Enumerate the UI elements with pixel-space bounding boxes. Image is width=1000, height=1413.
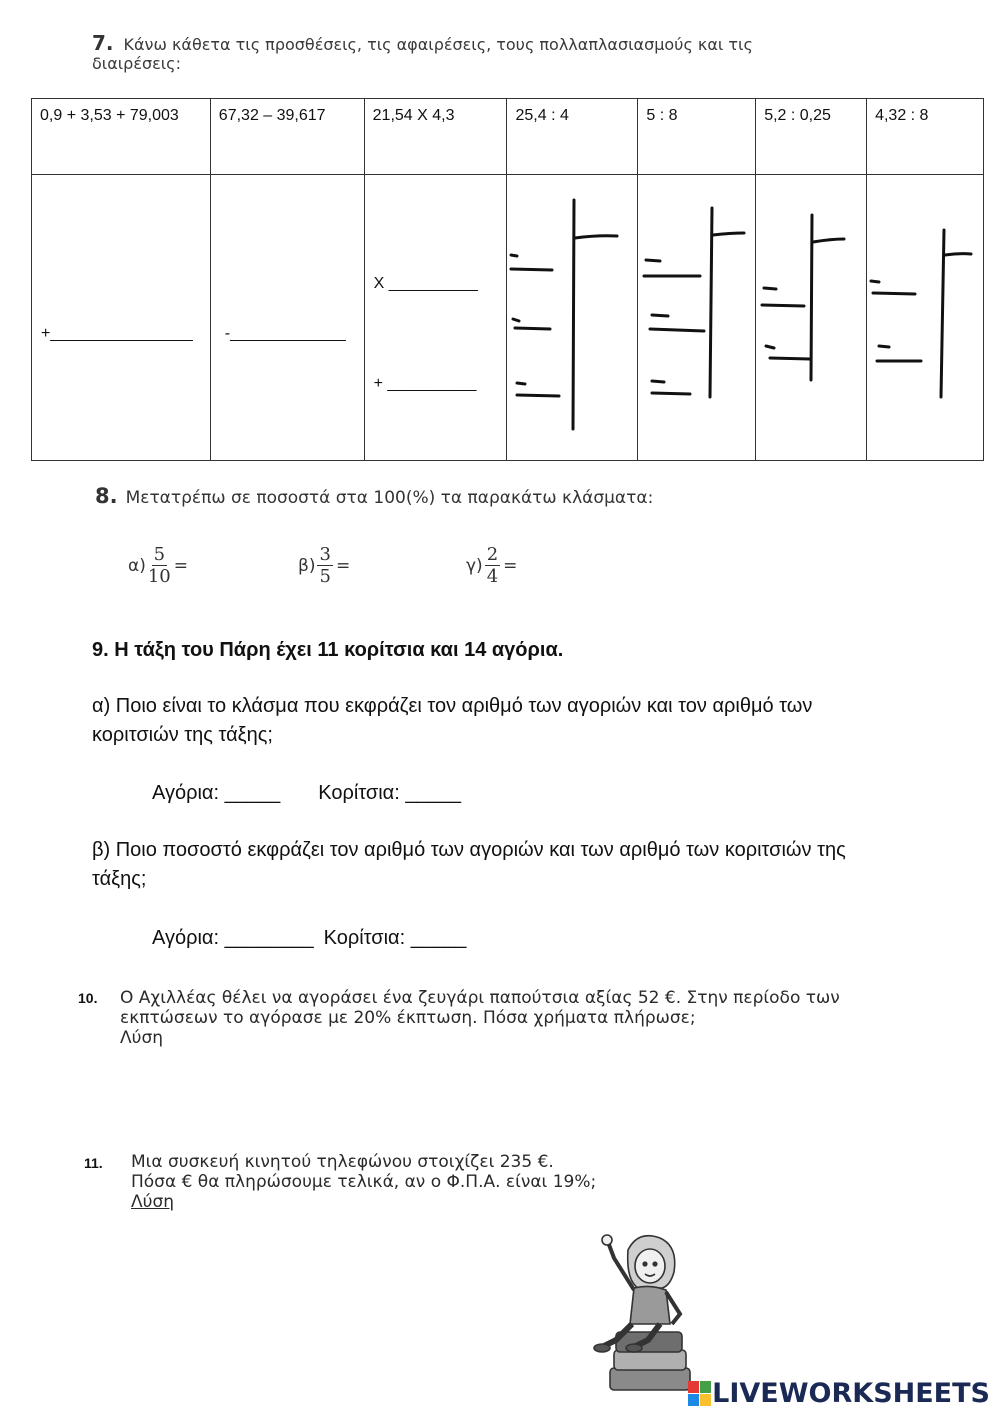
q8-item-label: γ) — [466, 555, 483, 576]
q10-number: 10. — [78, 990, 98, 1006]
numerator: 5 — [153, 544, 166, 565]
q9-b-question: β) Ποιο ποσοστό εκφράζει τον αριθμό των αγοριών και των αριθμό των κοριτσιών της τάξης; — [92, 839, 846, 890]
work-cell-div1[interactable] — [507, 175, 638, 461]
op-header-div3: 5,2 : 0,25 — [756, 99, 867, 175]
q8-item-c[interactable] — [466, 544, 517, 587]
add-answer-line: +________________ — [41, 325, 193, 343]
denominator: 4 — [486, 566, 499, 587]
work-cell-sub[interactable] — [210, 175, 364, 461]
mult-line-plus: + __________ — [373, 375, 477, 393]
q10-line1: Ο Αχιλλέας θέλει να αγοράσει ένα ζευγάρι παπούτσια αξίας 52 €. Στην περίοδο των — [120, 988, 840, 1008]
op-header-div4: 4,32 : 8 — [867, 99, 984, 175]
q9-a-answers — [152, 779, 461, 808]
q8-item-b[interactable] — [298, 544, 350, 587]
q7-number: 7. — [92, 31, 114, 55]
denominator: 10 — [147, 566, 171, 587]
fraction — [148, 544, 171, 587]
girl-on-books-illustration — [590, 1228, 700, 1398]
op-header-div1: 25,4 : 4 — [507, 99, 638, 175]
q8-item-label: α) — [128, 555, 146, 576]
q7-instruction-line1: Κάνω κάθετα τις προσθέσεις, τις αφαιρέσεις, τους πολλαπλασιασμούς και τις — [123, 35, 753, 54]
q11-line1: Μια συσκευή κινητού τηλεφώνου στοιχίζει 235 €. — [131, 1152, 554, 1172]
liveworksheets-logo[interactable] — [688, 1378, 990, 1409]
q9-a-girls-field[interactable]: Κορίτσια: _____ — [318, 782, 461, 804]
q10-text — [120, 988, 940, 1048]
liveworksheets-logo-text: LIVEWORKSHEETS — [712, 1378, 990, 1409]
denominator: 5 — [319, 566, 331, 587]
q9-a-question: α) Ποιο είναι το κλάσμα που εκφράζει τον αριθμό των αγοριών και τον αριθμό των κοριτσιών της τάξης; — [92, 695, 813, 746]
q11-text — [131, 1152, 831, 1212]
q8-instruction: Μετατρέπω σε ποσοστά στα 100(%) τα παρακάτω κλάσματα: — [125, 488, 654, 508]
q9-b-boys-field[interactable]: Αγόρια: ________ — [152, 927, 314, 949]
fraction — [317, 544, 332, 587]
numerator: 3 — [319, 544, 331, 565]
q7-instruction-line2: διαιρέσεις: — [92, 54, 181, 73]
q8-item-a[interactable] — [128, 544, 188, 587]
q8-number: 8. — [95, 484, 118, 508]
q8-heading — [95, 484, 653, 508]
numerator: 2 — [486, 544, 499, 565]
work-cell-add[interactable] — [32, 175, 211, 461]
q9-b-girls-field[interactable]: Κορίτσια: _____ — [323, 927, 467, 949]
q9-b-answers — [152, 924, 466, 953]
q11-line2: Πόσα € θα πληρώσουμε τελικά, αν ο Φ.Π.Α. είναι 19%; — [131, 1172, 597, 1192]
sub-answer-line: -_____________ — [224, 325, 346, 343]
division-bracket-icon — [756, 175, 867, 459]
liveworksheets-badge-icon — [688, 1381, 712, 1407]
mult-line-x: X __________ — [373, 275, 478, 293]
op-header-mult: 21,54 X 4,3 — [364, 99, 507, 175]
op-header-sub: 67,32 – 39,617 — [210, 99, 364, 175]
work-cell-mult[interactable] — [364, 175, 507, 461]
work-cell-div4[interactable] — [867, 175, 984, 461]
operations-table — [31, 98, 984, 461]
q9-title: 9. Η τάξη του Πάρη έχει 11 κορίτσια και 14 αγόρια. — [92, 639, 564, 661]
q8-item-label: β) — [298, 555, 316, 576]
work-cell-div3[interactable] — [756, 175, 867, 461]
division-bracket-icon — [638, 175, 756, 459]
q10-line2: εκπτώσεων το αγόρασε με 20% έκπτωση. Πόσα χρήματα πλήρωσε; — [120, 1008, 696, 1028]
equals-sign: = — [503, 555, 518, 576]
q9-a-boys-field[interactable]: Αγόρια: _____ — [152, 782, 281, 804]
division-bracket-icon — [867, 175, 984, 459]
q10-solution-label: Λύση — [120, 1028, 164, 1048]
division-bracket-icon — [507, 175, 638, 459]
op-header-div2: 5 : 8 — [638, 99, 756, 175]
work-cell-div2[interactable] — [638, 175, 756, 461]
q11-number: 11. — [84, 1155, 103, 1171]
fraction — [485, 544, 500, 587]
equals-sign: = — [173, 555, 188, 576]
q7-heading — [92, 31, 832, 73]
q11-solution-label: Λύση — [131, 1192, 175, 1212]
op-header-add: 0,9 + 3,53 + 79,003 — [32, 99, 211, 175]
equals-sign: = — [335, 555, 351, 576]
